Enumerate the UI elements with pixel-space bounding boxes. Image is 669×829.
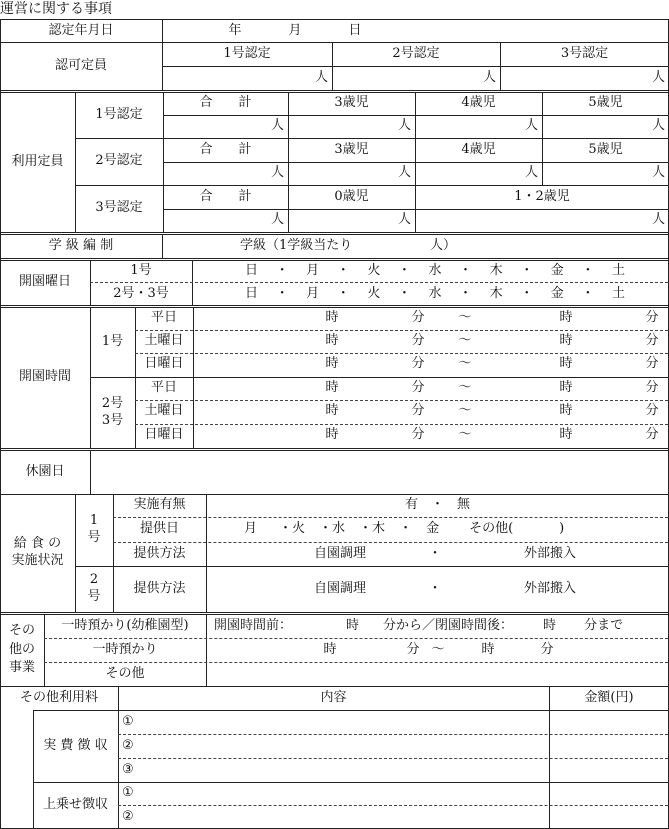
usage-g1-label: 1号認定 (95, 106, 143, 122)
temp-kinder-part: 分まで (584, 617, 624, 633)
usage-g1-age3: 3歳児 (334, 95, 369, 111)
h-rule (118, 734, 668, 735)
hours-fun: 分 (645, 403, 659, 419)
fees-amount-header: 金額(円) (584, 689, 634, 705)
v-rule (90, 450, 91, 494)
page-title: 運営に関する事項 (0, 0, 112, 17)
day-tue: 火 (367, 285, 381, 301)
usage-g2-label: 2号認定 (95, 153, 143, 169)
usage-g2-unit: 人 (397, 165, 411, 181)
v-rule (162, 234, 163, 258)
hours-fun: 分 (645, 310, 659, 326)
hours-ji: 時 (325, 380, 339, 396)
day-sun: 日 (245, 285, 259, 301)
fees-actual-item-3: ③ (122, 761, 134, 777)
approval-date-label: 認定年月日 (48, 22, 114, 38)
capacity-unit-3: 人 (651, 69, 665, 85)
fees-extra-item-1: ① (122, 785, 134, 801)
temp-kinder-part: 時 (543, 617, 557, 633)
usage-g1-unit: 人 (651, 118, 665, 134)
usage-g1-unit: 人 (524, 118, 538, 134)
sep: ・ (459, 285, 473, 301)
h-rule (0, 258, 668, 259)
meals-g1 (75, 494, 113, 566)
day-wed: 水 (428, 285, 442, 301)
v-rule (0, 19, 1, 829)
temp-kinder-part: 開園時間前： (214, 617, 293, 633)
capacity-unit-2: 人 (482, 69, 496, 85)
temp-label: 一時預かり (92, 641, 158, 657)
hours-ji: 時 (325, 333, 339, 349)
class-org-text: 学級（1学級当たり (240, 237, 353, 253)
other-business-label-line: その (8, 622, 35, 638)
meals-method-own-2: 自園調理 (313, 580, 366, 596)
hours-ji: 時 (325, 310, 339, 326)
h-rule (44, 638, 668, 639)
usage-g3-unit: 人 (270, 212, 284, 228)
h-rule (0, 92, 668, 93)
h-rule (75, 138, 668, 139)
usage-g3-unit: 人 (397, 212, 411, 228)
meals-method-ext: 外部搬入 (523, 545, 576, 561)
h-rule (0, 448, 668, 449)
h-rule (118, 758, 668, 759)
hours-wave: ～ (458, 380, 472, 396)
hours-fun: 分 (411, 403, 425, 419)
day-sat: 土 (611, 262, 625, 278)
sep: ・ (520, 262, 534, 278)
hours-fun: 分 (411, 356, 425, 372)
open-hours-daytype: 平日 (150, 380, 177, 396)
h-rule (113, 542, 668, 543)
hours-ji: 時 (559, 403, 573, 419)
usage-g2-unit: 人 (651, 165, 665, 181)
temp-kinder-label: 一時預かり(幼稚園型) (61, 617, 189, 633)
other-business-label-line: 他の (8, 641, 35, 657)
h-rule (0, 305, 668, 306)
v-rule (75, 92, 76, 232)
open-hours-daytype: 日曜日 (144, 356, 184, 372)
usage-g2-unit: 人 (524, 165, 538, 181)
hours-fun: 分 (411, 427, 425, 443)
meal-day-other-close: ) (559, 521, 565, 537)
h-rule (75, 566, 668, 567)
fees-actual-label: 実 費 徴 収 (43, 737, 108, 753)
usage-g2-age4: 4歳児 (461, 141, 496, 157)
hours-fun: 分 (411, 380, 425, 396)
sep: ・ (336, 262, 350, 278)
h-rule (44, 662, 668, 663)
hours-ji: 時 (325, 427, 339, 443)
h-rule (135, 400, 668, 401)
meals-label-line: 給 食 の (13, 536, 62, 552)
v-rule (500, 42, 501, 90)
open-hours-g23 (90, 377, 135, 448)
usage-label: 利用定員 (11, 153, 64, 169)
v-rule (288, 92, 289, 232)
v-rule (44, 614, 45, 686)
meal-day: ・木 (359, 521, 386, 537)
meals-method-dot-2: ・ (428, 580, 442, 596)
open-days-row-23: 2号・3号 (113, 285, 169, 301)
open-hours-daytype: 平日 (150, 310, 177, 326)
day-fri: 金 (550, 262, 564, 278)
meals-label-line: 実施状況 (11, 553, 64, 568)
day-fri: 金 (550, 285, 564, 301)
meals-g2-line: 2 (89, 572, 99, 588)
usage-g1-age5: 5歳児 (588, 95, 623, 111)
open-days-list-23 (245, 283, 625, 305)
h-rule (0, 614, 668, 615)
temp-kinder-text (206, 614, 669, 638)
h-rule (162, 66, 668, 67)
v-rule (542, 92, 543, 185)
day-mon: 月 (306, 262, 320, 278)
meals-method-label-2: 提供方法 (133, 580, 186, 596)
h-rule (135, 330, 668, 331)
h-rule (0, 494, 668, 495)
h-rule (33, 782, 668, 783)
hours-fun: 分 (645, 380, 659, 396)
open-hours-daytype: 土曜日 (144, 403, 184, 419)
day-tue: 火 (367, 262, 381, 278)
capacity-label: 認可定員 (54, 57, 107, 73)
usage-g1-age4: 4歳児 (461, 95, 496, 111)
usage-g3-label: 3号認定 (95, 200, 143, 216)
v-rule (75, 494, 76, 612)
h-rule (0, 307, 668, 308)
usage-g1-unit: 人 (397, 118, 411, 134)
meals-days-label: 提供日 (139, 521, 179, 537)
meals-implement-text: 有 ・ 無 (404, 497, 470, 513)
fees-actual-item-2: ② (122, 737, 134, 753)
class-org-label: 学 級 編 制 (48, 237, 114, 253)
v-rule (415, 92, 416, 232)
open-days-list-1 (245, 260, 625, 282)
usage-g3-unit: 人 (651, 212, 665, 228)
sep: ・ (459, 262, 473, 278)
fees-extra-item-2: ② (122, 808, 134, 824)
usage-g3-age12: 1・2歳児 (514, 188, 570, 204)
fees-actual-item-1: ① (122, 713, 134, 729)
meals-implement-label: 実施有無 (133, 497, 186, 513)
open-hours-g23-line: 2号 (101, 395, 124, 411)
day-wed: 水 (428, 262, 442, 278)
h-rule (90, 282, 668, 283)
day-sat: 土 (611, 285, 625, 301)
open-hours-daytype: 日曜日 (144, 427, 184, 443)
fees-label: その他利用料 (19, 689, 98, 705)
day-sun: 日 (245, 262, 259, 278)
h-rule (0, 450, 668, 451)
open-hours-g1: 1号 (101, 333, 124, 349)
hours-ji: 時 (559, 310, 573, 326)
fees-content-header: 内容 (320, 689, 347, 705)
day-mon: 月 (306, 285, 320, 301)
h-rule (0, 232, 668, 233)
temp-fun-2: 分 (540, 641, 554, 657)
hours-ji: 時 (325, 403, 339, 419)
meal-day: ・火 (279, 521, 306, 537)
sep: ・ (397, 262, 411, 278)
sep: ・ (520, 285, 534, 301)
sep: ・ (275, 262, 289, 278)
hours-ji: 時 (559, 333, 573, 349)
capacity-col-2: 2号認定 (392, 45, 440, 61)
other-label: その他 (105, 665, 145, 681)
hours-fun: 分 (411, 333, 425, 349)
meals-days-text (206, 517, 669, 542)
open-hours-label: 開園時間 (18, 369, 71, 385)
sep: ・ (336, 285, 350, 301)
h-rule (0, 686, 668, 687)
meal-day: 金 (426, 521, 440, 537)
meals-g1-line: 1 (89, 513, 99, 529)
h-rule (113, 517, 668, 518)
hours-wave: ～ (458, 333, 472, 349)
h-rule (0, 19, 668, 20)
hours-wave: ～ (458, 403, 472, 419)
approval-date-day: 日 (348, 22, 362, 38)
usage-g2-unit: 人 (270, 165, 284, 181)
h-rule (135, 353, 668, 354)
hours-ji: 時 (559, 427, 573, 443)
meals-method-label: 提供方法 (133, 545, 186, 561)
hours-wave: ～ (458, 427, 472, 443)
v-rule (206, 494, 207, 612)
h-rule (33, 710, 668, 711)
usage-g3-age0: 0歳児 (334, 188, 369, 204)
hours-fun: 分 (645, 427, 659, 443)
h-rule (90, 377, 668, 378)
usage-g2-age5: 5歳児 (588, 141, 623, 157)
temp-fun-1: 分 (406, 641, 420, 657)
other-business-label (0, 614, 44, 686)
sep: ・ (275, 285, 289, 301)
approval-date-month: 月 (288, 22, 302, 38)
h-rule (118, 805, 668, 806)
fees-extra-label: 上乗せ徴収 (42, 797, 108, 813)
day-thu: 木 (489, 262, 503, 278)
open-days-label: 開園曜日 (18, 274, 71, 290)
temp-wave: ～ (431, 641, 445, 657)
hours-wave: ～ (458, 356, 472, 372)
meals-label (0, 494, 75, 612)
capacity-unit-1: 人 (314, 69, 328, 85)
hours-ji: 時 (325, 356, 339, 372)
closed-days-label: 休園日 (25, 463, 65, 479)
h-rule (135, 424, 668, 425)
v-rule (206, 614, 207, 686)
temp-ji-2: 時 (481, 641, 495, 657)
capacity-col-1: 1号認定 (223, 45, 271, 61)
h-rule (0, 234, 668, 235)
meal-day: 月 (244, 521, 258, 537)
other-business-label-line: 事業 (8, 660, 35, 676)
open-hours-g23-line: 3号 (101, 412, 124, 428)
day-thu: 木 (489, 285, 503, 301)
usage-g2-age3: 3歳児 (334, 141, 369, 157)
usage-g1-unit: 人 (270, 118, 284, 134)
meal-day-other: その他( (469, 521, 514, 537)
meals-g2 (75, 566, 113, 612)
hours-fun: 分 (645, 356, 659, 372)
v-rule (33, 710, 34, 829)
h-rule (0, 42, 668, 43)
h-rule (75, 185, 668, 186)
v-rule (113, 494, 114, 612)
meals-g1-line: 号 (87, 530, 101, 545)
usage-g1-total: 合 計 (199, 95, 252, 111)
usage-g3-total: 合 計 (199, 188, 252, 204)
meal-day: ・水 (319, 521, 346, 537)
v-rule (332, 42, 333, 90)
capacity-col-3: 3号認定 (560, 45, 609, 61)
hours-wave: ～ (458, 310, 472, 326)
h-rule (0, 90, 668, 91)
meals-method-own: 自園調理 (313, 545, 366, 561)
temp-ji-1: 時 (323, 641, 337, 657)
hours-ji: 時 (559, 356, 573, 372)
temp-kinder-part: 時 (346, 617, 360, 633)
meal-day: ・ (399, 521, 413, 537)
meals-method-dot: ・ (428, 545, 442, 561)
h-rule (0, 260, 668, 261)
meals-g2-line: 号 (87, 589, 101, 604)
meals-method-ext-2: 外部搬入 (523, 580, 576, 596)
h-rule (0, 612, 668, 613)
sep: ・ (581, 285, 595, 301)
sep: ・ (397, 285, 411, 301)
open-hours-daytype: 土曜日 (144, 333, 184, 349)
v-rule (162, 19, 163, 90)
hours-fun: 分 (411, 310, 425, 326)
usage-g2-total: 合 計 (199, 141, 252, 157)
sep: ・ (581, 262, 595, 278)
class-org-text-end: 人） (430, 237, 457, 253)
hours-ji: 時 (559, 380, 573, 396)
open-days-row-1: 1号 (130, 262, 152, 278)
hours-fun: 分 (645, 333, 659, 349)
approval-date-year: 年 (228, 22, 242, 38)
temp-kinder-part: 分から／閉園時間後： (383, 617, 514, 633)
